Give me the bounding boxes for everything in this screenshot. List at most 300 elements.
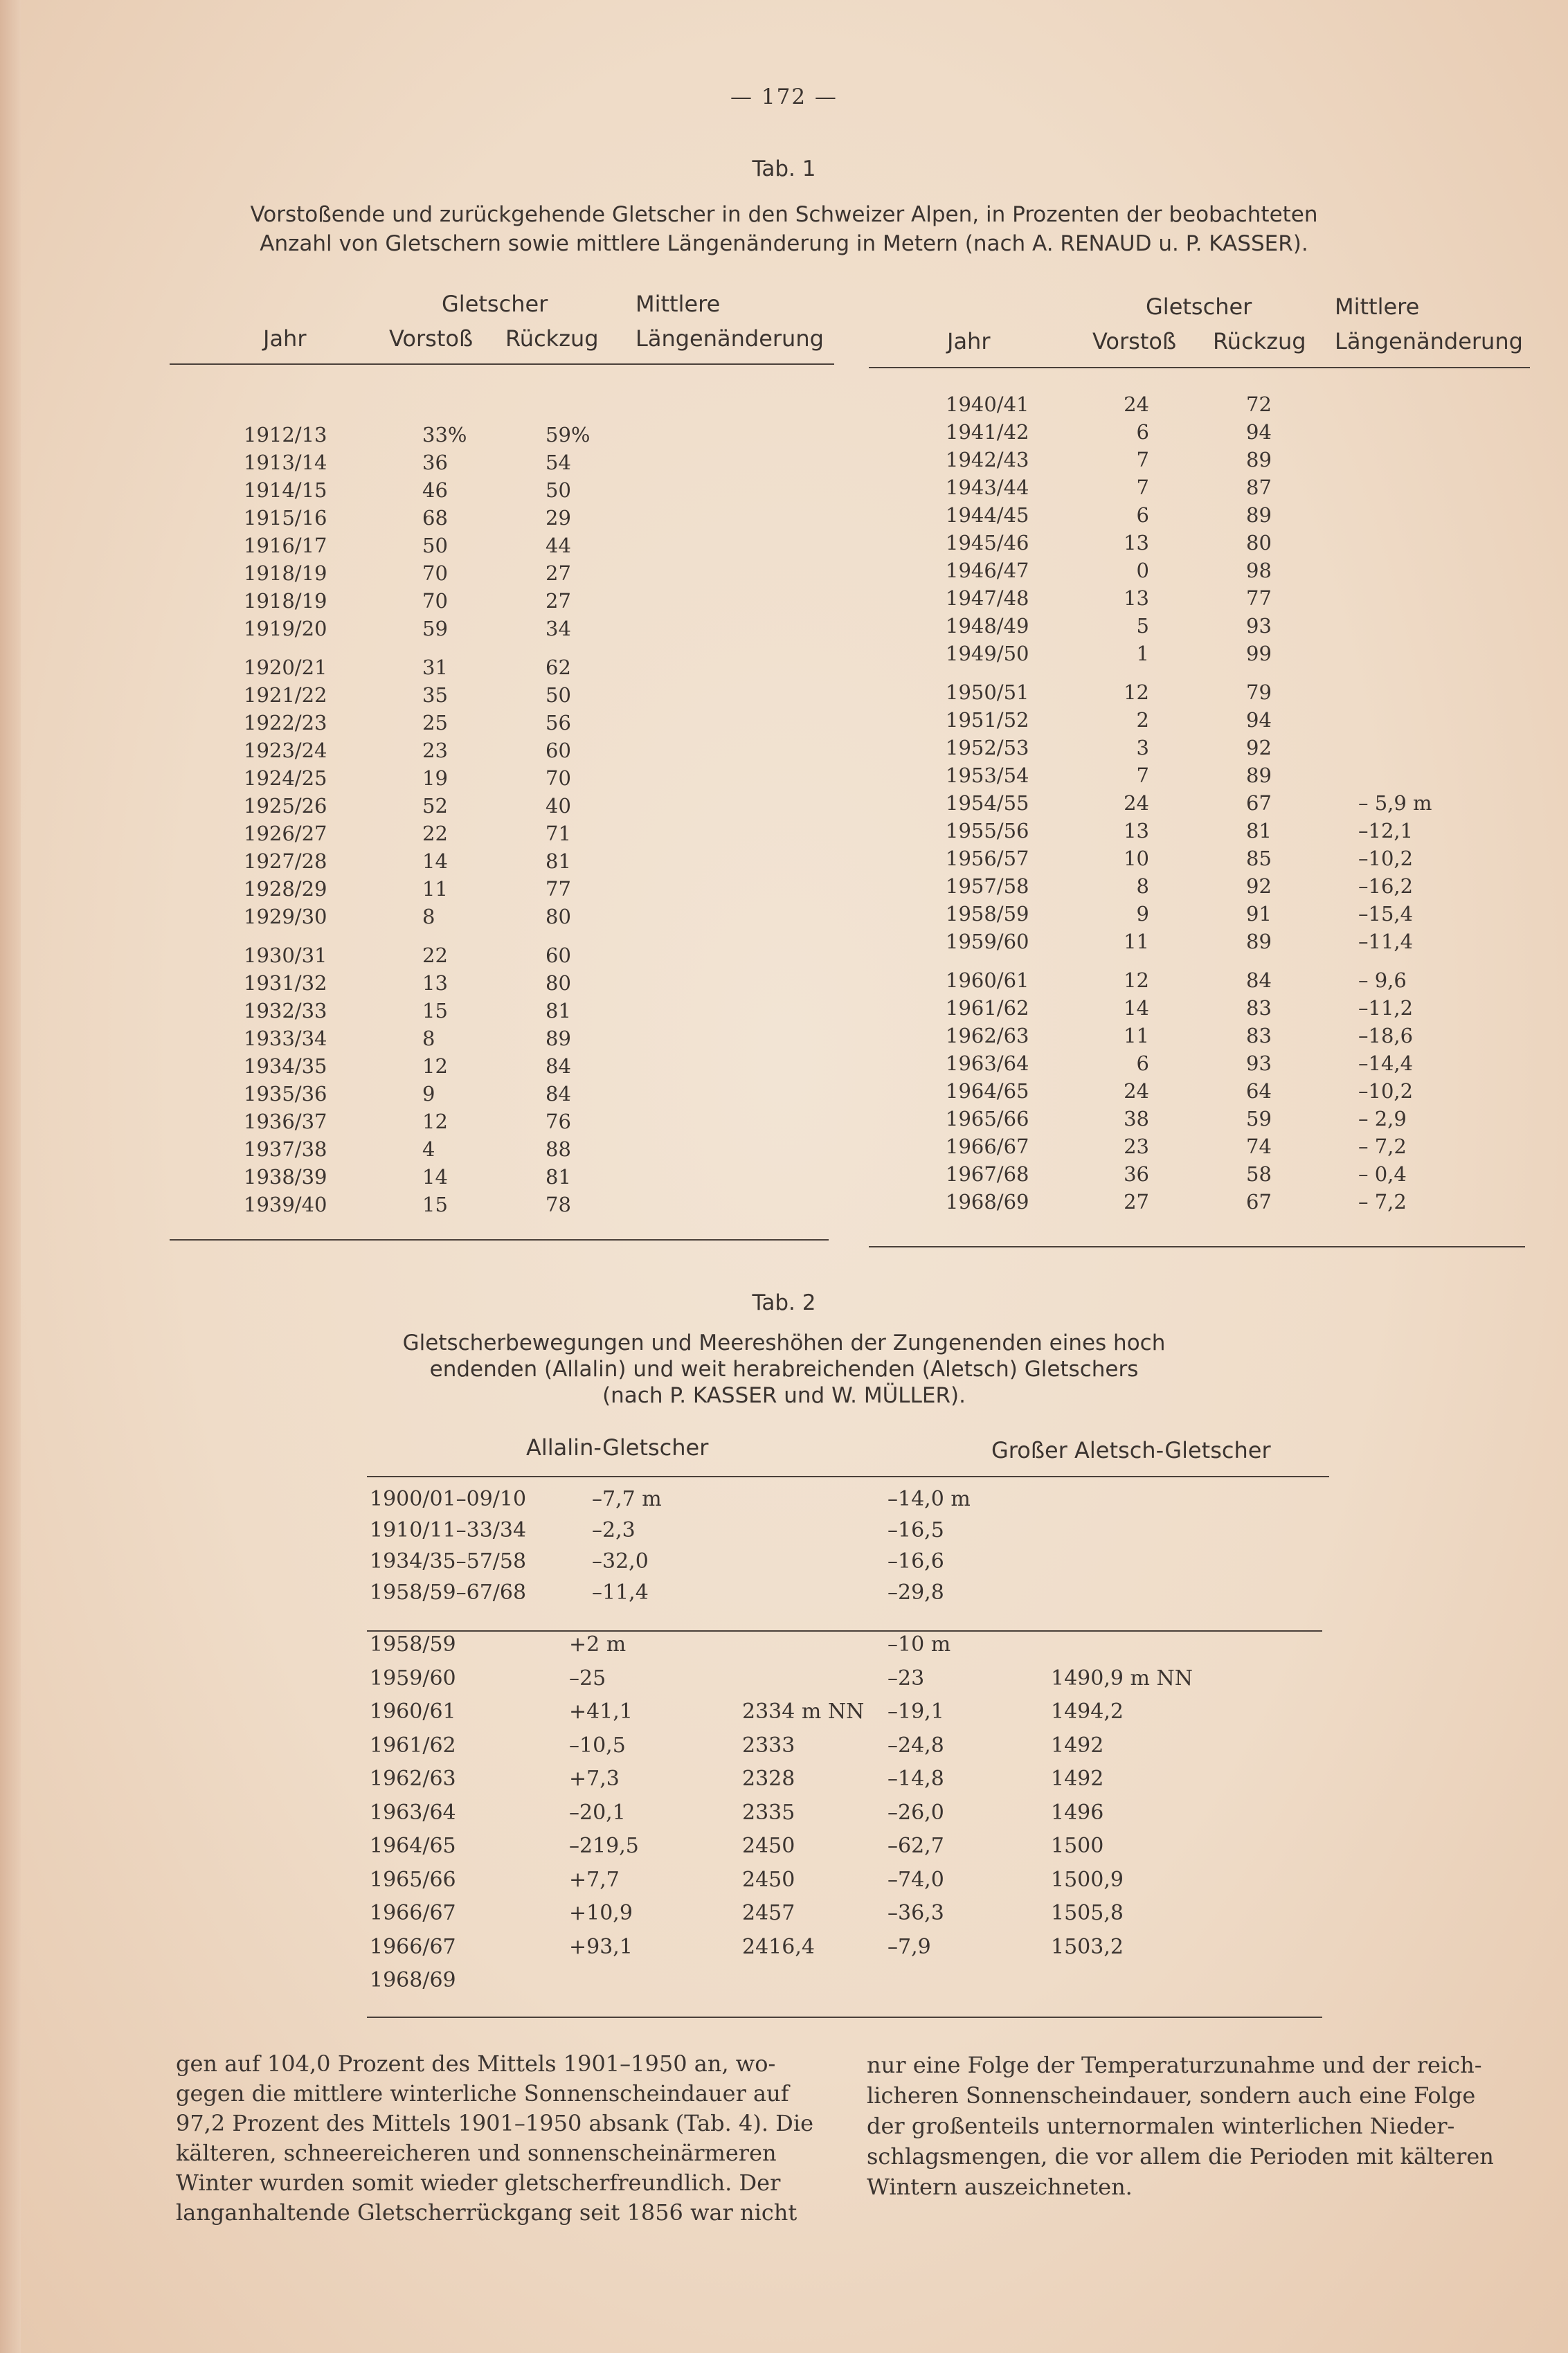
advance-cell: 70 xyxy=(422,561,448,585)
text-line: licheren Sonnenscheindauer, sondern auch eine Folge xyxy=(867,2082,1476,2109)
advance-cell: 11 xyxy=(1124,1024,1149,1047)
t1-left-header-vorstoss: Vorstoß xyxy=(389,325,474,352)
retreat-cell: 79 xyxy=(1246,680,1272,704)
year-cell: 1934/35 xyxy=(244,1054,327,1078)
table-row xyxy=(0,789,1568,817)
aletsch-altitude-cell: 1503,2 xyxy=(1051,1934,1124,1959)
retreat-cell: 84 xyxy=(546,1054,571,1078)
allalin-altitude-cell: 2328 xyxy=(742,1767,795,1791)
text-line: langanhaltende Gletscherrückgang seit 1856 war nicht xyxy=(176,2199,797,2226)
advance-cell: 68 xyxy=(422,506,448,530)
allalin-change-cell: –7,7 m xyxy=(592,1487,662,1511)
advance-cell: 2 xyxy=(1136,708,1149,732)
advance-cell: 52 xyxy=(422,794,448,818)
advance-cell: 36 xyxy=(1124,1162,1149,1186)
advance-cell: 7 xyxy=(1136,764,1149,787)
advance-cell: 24 xyxy=(1124,393,1149,416)
aletsch-change-cell: –29,8 xyxy=(887,1580,944,1605)
table1-caption-line2: Anzahl von Gletschern sowie mittlere Längenänderung in Metern (nach A. RENAUD u. P. KASSER). xyxy=(260,231,1308,256)
year-cell: 1923/24 xyxy=(244,739,327,762)
table-row xyxy=(0,557,1568,584)
advance-cell: 4 xyxy=(422,1137,435,1161)
advance-cell: 46 xyxy=(422,478,448,502)
year-cell: 1926/27 xyxy=(244,822,327,845)
table-row xyxy=(0,1484,1568,1515)
year-cell: 1939/40 xyxy=(244,1193,327,1216)
year-cell: 1966/67 xyxy=(370,1934,456,1959)
retreat-cell: 58 xyxy=(1246,1162,1272,1186)
aletsch-altitude-cell: 1500 xyxy=(1051,1834,1104,1858)
advance-cell: 36 xyxy=(422,451,448,474)
retreat-cell: 67 xyxy=(1246,1190,1272,1214)
retreat-cell: 72 xyxy=(1246,393,1272,416)
advance-cell: 24 xyxy=(1124,791,1149,815)
table-row xyxy=(0,1160,1568,1188)
length-change-cell: –14,4 xyxy=(1358,1052,1414,1075)
advance-cell: 22 xyxy=(422,822,448,845)
table2-label: Tab. 2 xyxy=(752,1290,816,1315)
advance-cell: 33% xyxy=(422,423,467,447)
retreat-cell: 78 xyxy=(546,1193,571,1216)
advance-cell: 22 xyxy=(422,944,448,967)
table-row xyxy=(0,1077,1568,1105)
advance-cell: 11 xyxy=(422,877,448,901)
retreat-cell: 83 xyxy=(1246,1024,1272,1047)
table-row xyxy=(0,1188,1568,1216)
retreat-cell: 89 xyxy=(1246,930,1272,953)
t1-left-bottom-rule xyxy=(170,1239,829,1241)
retreat-cell: 84 xyxy=(1246,968,1272,992)
aletsch-change-cell: –10 m xyxy=(887,1632,951,1657)
retreat-cell: 70 xyxy=(546,766,571,790)
year-cell: 1952/53 xyxy=(946,736,1029,759)
year-cell: 1954/55 xyxy=(946,791,1029,815)
year-cell: 1961/62 xyxy=(946,996,1029,1020)
table-row xyxy=(0,501,1568,529)
table-row xyxy=(0,612,1568,640)
advance-cell: 14 xyxy=(422,1165,448,1189)
advance-cell: 24 xyxy=(1124,1079,1149,1103)
year-cell: 1915/16 xyxy=(244,506,327,530)
table2-caption-line1: Gletscherbewegungen und Meereshöhen der Zungenenden eines hoch xyxy=(402,1331,1166,1355)
retreat-cell: 85 xyxy=(1246,847,1272,870)
table-row xyxy=(0,1865,1568,1895)
t2-header-rule xyxy=(367,1476,1329,1477)
length-change-cell: –12,1 xyxy=(1358,819,1414,842)
t1-left-header-mittlere: Mittlere xyxy=(636,291,721,317)
advance-cell: 13 xyxy=(1124,819,1149,842)
t1-left-header-rueckzug: Rückzug xyxy=(505,325,599,352)
retreat-cell: 77 xyxy=(1246,586,1272,610)
retreat-cell: 80 xyxy=(546,905,571,928)
year-cell: 1965/66 xyxy=(370,1867,456,1892)
aletsch-change-cell: –7,9 xyxy=(887,1934,931,1959)
length-change-cell: –18,6 xyxy=(1358,1024,1414,1047)
aletsch-change-cell: –74,0 xyxy=(887,1867,944,1892)
retreat-cell: 29 xyxy=(546,506,571,530)
retreat-cell: 93 xyxy=(1246,1052,1272,1075)
year-cell: 1964/65 xyxy=(946,1079,1029,1103)
table-row xyxy=(0,706,1568,734)
table-row xyxy=(0,761,1568,789)
advance-cell: 8 xyxy=(1136,874,1149,898)
year-cell: 1944/45 xyxy=(946,503,1029,527)
length-change-cell: – 7,2 xyxy=(1358,1190,1407,1214)
advance-cell: 9 xyxy=(1136,902,1149,926)
year-cell: 1950/51 xyxy=(946,680,1029,704)
aletsch-change-cell: –24,8 xyxy=(887,1733,944,1758)
retreat-cell: 94 xyxy=(1246,708,1272,732)
t1-right-header-vorstoss: Vorstoß xyxy=(1092,328,1177,354)
text-line: gegen die mittlere winterliche Sonnenscheindauer auf xyxy=(176,2080,789,2107)
aletsch-altitude-cell: 1490,9 m NN xyxy=(1051,1666,1193,1691)
year-cell: 1963/64 xyxy=(946,1052,1029,1075)
aletsch-altitude-cell: 1500,9 xyxy=(1051,1867,1124,1892)
retreat-cell: 81 xyxy=(546,849,571,873)
t1-right-bottom-rule xyxy=(869,1246,1525,1247)
table1-caption-line1: Vorstoßende und zurückgehende Gletscher in den Schweizer Alpen, in Prozenten der beobachteten xyxy=(250,202,1318,227)
retreat-cell: 84 xyxy=(546,1082,571,1106)
retreat-cell: 71 xyxy=(546,822,571,845)
table-row xyxy=(0,928,1568,955)
advance-cell: 9 xyxy=(422,1082,435,1106)
year-cell: 1924/25 xyxy=(244,766,327,790)
retreat-cell: 59% xyxy=(546,423,591,447)
year-cell: 1960/61 xyxy=(370,1700,456,1724)
text-line: Winter wurden somit wieder gletscherfreundlich. Der xyxy=(176,2170,781,2196)
year-cell: 1966/67 xyxy=(370,1901,456,1925)
retreat-cell: 62 xyxy=(546,656,571,679)
table-row xyxy=(0,1731,1568,1761)
retreat-cell: 27 xyxy=(546,589,571,613)
retreat-cell: 64 xyxy=(1246,1079,1272,1103)
year-cell: 1957/58 xyxy=(946,874,1029,898)
retreat-cell: 59 xyxy=(1246,1107,1272,1130)
year-cell: 1960/61 xyxy=(946,968,1029,992)
retreat-cell: 91 xyxy=(1246,902,1272,926)
length-change-cell: –11,2 xyxy=(1358,996,1414,1020)
table1-label: Tab. 1 xyxy=(752,156,816,181)
table-row xyxy=(0,966,1568,994)
year-cell: 1968/69 xyxy=(370,1968,456,1992)
retreat-cell: 80 xyxy=(546,971,571,995)
year-cell: 1958/59 xyxy=(370,1632,456,1657)
retreat-cell: 56 xyxy=(546,711,571,734)
year-cell: 1967/68 xyxy=(946,1162,1029,1186)
text-line: Wintern auszeichneten. xyxy=(867,2174,1133,2200)
year-cell: 1965/66 xyxy=(946,1107,1029,1130)
t1-right-header-gletscher: Gletscher xyxy=(1146,294,1252,320)
advance-cell: 15 xyxy=(422,999,448,1022)
t2-bottom-rule xyxy=(367,2017,1322,2018)
allalin-change-cell: –20,1 xyxy=(569,1800,626,1825)
table-row xyxy=(0,418,1568,446)
table-row xyxy=(0,1578,1568,1608)
table-row xyxy=(0,1547,1568,1577)
advance-cell: 25 xyxy=(422,711,448,734)
retreat-cell: 54 xyxy=(546,451,571,474)
retreat-cell: 99 xyxy=(1246,642,1272,665)
year-cell: 1912/13 xyxy=(244,423,327,447)
allalin-altitude-cell: 2335 xyxy=(742,1800,795,1825)
advance-cell: 7 xyxy=(1136,476,1149,499)
t1-right-header-laengen: Längenänderung xyxy=(1335,328,1523,354)
table-row xyxy=(0,678,1568,706)
t1-left-header-jahr: Jahr xyxy=(263,325,307,352)
advance-cell: 8 xyxy=(422,1027,435,1050)
year-cell: 1956/57 xyxy=(946,847,1029,870)
year-cell: 1935/36 xyxy=(244,1082,327,1106)
year-cell: 1916/17 xyxy=(244,534,327,557)
year-cell: 1930/31 xyxy=(244,944,327,967)
advance-cell: 11 xyxy=(1124,930,1149,953)
table-row xyxy=(0,584,1568,612)
year-cell: 1962/63 xyxy=(370,1767,456,1791)
table-row xyxy=(0,1965,1568,1996)
table-row xyxy=(0,845,1568,872)
year-cell: 1918/19 xyxy=(244,589,327,613)
year-cell: 1966/67 xyxy=(946,1135,1029,1158)
advance-cell: 31 xyxy=(422,656,448,679)
advance-cell: 8 xyxy=(422,905,435,928)
year-cell: 1953/54 xyxy=(946,764,1029,787)
aletsch-altitude-cell: 1494,2 xyxy=(1051,1700,1124,1724)
allalin-change-cell: +93,1 xyxy=(569,1934,633,1959)
year-cell: 1959/60 xyxy=(946,930,1029,953)
aletsch-change-cell: –36,3 xyxy=(887,1901,944,1925)
year-cell: 1928/29 xyxy=(244,877,327,901)
length-change-cell: – 0,4 xyxy=(1358,1162,1407,1186)
year-cell: 1931/32 xyxy=(244,971,327,995)
text-line: 97,2 Prozent des Mittels 1901–1950 absank (Tab. 4). Die xyxy=(176,2110,813,2136)
t1-right-header-rueckzug: Rückzug xyxy=(1213,328,1306,354)
table-row xyxy=(0,1831,1568,1861)
aletsch-change-cell: –23 xyxy=(887,1666,925,1691)
year-cell: 1927/28 xyxy=(244,849,327,873)
retreat-cell: 77 xyxy=(546,877,571,901)
retreat-cell: 89 xyxy=(1246,503,1272,527)
t1-left-header-laengen: Längenänderung xyxy=(636,325,824,352)
table-row xyxy=(0,640,1568,667)
advance-cell: 12 xyxy=(422,1110,448,1133)
year-cell: 1941/42 xyxy=(946,420,1029,444)
retreat-cell: 89 xyxy=(1246,764,1272,787)
advance-cell: 14 xyxy=(422,849,448,873)
aletsch-altitude-cell: 1492 xyxy=(1051,1733,1104,1758)
t1-right-header-jahr: Jahr xyxy=(947,328,991,354)
retreat-cell: 89 xyxy=(546,1027,571,1050)
length-change-cell: –11,4 xyxy=(1358,930,1414,953)
table-row xyxy=(0,900,1568,928)
length-change-cell: – 9,6 xyxy=(1358,968,1407,992)
retreat-cell: 94 xyxy=(1246,420,1272,444)
advance-cell: 59 xyxy=(422,617,448,640)
allalin-change-cell: –25 xyxy=(569,1666,606,1691)
allalin-altitude-cell: 2333 xyxy=(742,1733,795,1758)
year-cell: 1945/46 xyxy=(946,531,1029,555)
advance-cell: 13 xyxy=(1124,586,1149,610)
length-change-cell: –10,2 xyxy=(1358,1079,1414,1103)
table-row xyxy=(0,1630,1568,1660)
retreat-cell: 92 xyxy=(1246,736,1272,759)
aletsch-change-cell: –14,8 xyxy=(887,1767,944,1791)
allalin-altitude-cell: 2457 xyxy=(742,1901,795,1925)
length-change-cell: – 7,2 xyxy=(1358,1135,1407,1158)
year-cell: 1921/22 xyxy=(244,683,327,707)
year-cell: 1932/33 xyxy=(244,999,327,1022)
retreat-cell: 80 xyxy=(1246,531,1272,555)
advance-cell: 6 xyxy=(1136,503,1149,527)
advance-cell: 38 xyxy=(1124,1107,1149,1130)
aletsch-change-cell: –16,5 xyxy=(887,1518,944,1542)
table2-caption-line2: endenden (Allalin) und weit herabreichenden (Aletsch) Gletschers xyxy=(429,1357,1139,1382)
advance-cell: 14 xyxy=(1124,996,1149,1020)
allalin-altitude-cell: 2450 xyxy=(742,1867,795,1892)
retreat-cell: 27 xyxy=(546,561,571,585)
year-cell: 1947/48 xyxy=(946,586,1029,610)
period-cell: 1910/11–33/34 xyxy=(370,1518,527,1542)
aletsch-change-cell: –14,0 m xyxy=(887,1487,971,1511)
year-cell: 1922/23 xyxy=(244,711,327,734)
aletsch-change-cell: –16,6 xyxy=(887,1549,944,1574)
year-cell: 1920/21 xyxy=(244,656,327,679)
t2-header-aletsch: Großer Aletsch-Gletscher xyxy=(991,1437,1271,1463)
year-cell: 1946/47 xyxy=(946,559,1029,582)
year-cell: 1964/65 xyxy=(370,1834,456,1858)
advance-cell: 6 xyxy=(1136,1052,1149,1075)
year-cell: 1918/19 xyxy=(244,561,327,585)
retreat-cell: 44 xyxy=(546,534,571,557)
table-row xyxy=(0,1105,1568,1133)
table-row xyxy=(0,1133,1568,1160)
retreat-cell: 93 xyxy=(1246,614,1272,638)
allalin-change-cell: –2,3 xyxy=(592,1518,636,1542)
table-row xyxy=(0,474,1568,501)
allalin-change-cell: +10,9 xyxy=(569,1901,633,1925)
table-row xyxy=(0,1515,1568,1546)
table-row xyxy=(0,529,1568,557)
allalin-change-cell: –219,5 xyxy=(569,1834,639,1858)
table-row xyxy=(0,1022,1568,1049)
advance-cell: 23 xyxy=(422,739,448,762)
advance-cell: 35 xyxy=(422,683,448,707)
allalin-change-cell: +41,1 xyxy=(569,1700,633,1724)
year-cell: 1968/69 xyxy=(946,1190,1029,1214)
advance-cell: 12 xyxy=(422,1054,448,1078)
retreat-cell: 76 xyxy=(546,1110,571,1133)
aletsch-change-cell: –62,7 xyxy=(887,1834,944,1858)
retreat-cell: 60 xyxy=(546,739,571,762)
length-change-cell: –16,2 xyxy=(1358,874,1414,898)
allalin-altitude-cell: 2450 xyxy=(742,1834,795,1858)
advance-cell: 19 xyxy=(422,766,448,790)
advance-cell: 50 xyxy=(422,534,448,557)
advance-cell: 23 xyxy=(1124,1135,1149,1158)
table-row xyxy=(0,1764,1568,1794)
year-cell: 1942/43 xyxy=(946,448,1029,471)
retreat-cell: 81 xyxy=(1246,819,1272,842)
retreat-cell: 88 xyxy=(546,1137,571,1161)
allalin-change-cell: +7,3 xyxy=(569,1767,620,1791)
length-change-cell: – 5,9 m xyxy=(1358,791,1432,815)
allalin-altitude-cell: 2334 m NN xyxy=(742,1700,865,1724)
length-change-cell: –15,4 xyxy=(1358,902,1414,926)
table-row xyxy=(0,734,1568,761)
text-line: schlagsmengen, die vor allem die Perioden mit kälteren xyxy=(867,2143,1494,2170)
allalin-altitude-cell: 2416,4 xyxy=(742,1934,815,1959)
year-cell: 1961/62 xyxy=(370,1733,456,1758)
retreat-cell: 81 xyxy=(546,999,571,1022)
table-row xyxy=(0,1664,1568,1694)
retreat-cell: 92 xyxy=(1246,874,1272,898)
advance-cell: 10 xyxy=(1124,847,1149,870)
table-row xyxy=(0,390,1568,418)
period-cell: 1900/01–09/10 xyxy=(370,1487,527,1511)
aletsch-altitude-cell: 1496 xyxy=(1051,1800,1104,1825)
text-line: nur eine Folge der Temperaturzunahme und der reich- xyxy=(867,2052,1482,2078)
t1-left-header-rule xyxy=(170,363,834,365)
year-cell: 1943/44 xyxy=(946,476,1029,499)
year-cell: 1937/38 xyxy=(244,1137,327,1161)
year-cell: 1963/64 xyxy=(370,1800,456,1825)
retreat-cell: 60 xyxy=(546,944,571,967)
advance-cell: 13 xyxy=(422,971,448,995)
retreat-cell: 67 xyxy=(1246,791,1272,815)
year-cell: 1919/20 xyxy=(244,617,327,640)
year-cell: 1951/52 xyxy=(946,708,1029,732)
retreat-cell: 74 xyxy=(1246,1135,1272,1158)
allalin-change-cell: +2 m xyxy=(569,1632,627,1657)
year-cell: 1955/56 xyxy=(946,819,1029,842)
year-cell: 1929/30 xyxy=(244,905,327,928)
allalin-change-cell: +7,7 xyxy=(569,1867,620,1892)
year-cell: 1958/59 xyxy=(946,902,1029,926)
table2-caption-line3: (nach P. KASSER und W. MÜLLER). xyxy=(602,1383,966,1408)
year-cell: 1959/60 xyxy=(370,1666,456,1691)
aletsch-altitude-cell: 1505,8 xyxy=(1051,1901,1124,1925)
year-cell: 1913/14 xyxy=(244,451,327,474)
page-number: — 172 — xyxy=(730,84,838,109)
table-row xyxy=(0,1798,1568,1828)
advance-cell: 13 xyxy=(1124,531,1149,555)
year-cell: 1925/26 xyxy=(244,794,327,818)
aletsch-change-cell: –26,0 xyxy=(887,1800,944,1825)
advance-cell: 0 xyxy=(1136,559,1149,582)
retreat-cell: 34 xyxy=(546,617,571,640)
advance-cell: 7 xyxy=(1136,448,1149,471)
table-row xyxy=(0,1898,1568,1929)
t1-left-header-gletscher: Gletscher xyxy=(442,291,548,317)
retreat-cell: 50 xyxy=(546,683,571,707)
table-row xyxy=(0,446,1568,474)
year-cell: 1936/37 xyxy=(244,1110,327,1133)
text-line: der großenteils unternormalen winterlichen Nieder- xyxy=(867,2113,1455,2139)
text-line: kälteren, schneereicheren und sonnenscheinärmeren xyxy=(176,2140,777,2166)
advance-cell: 12 xyxy=(1124,680,1149,704)
allalin-change-cell: –32,0 xyxy=(592,1549,649,1574)
table-row xyxy=(0,1697,1568,1727)
advance-cell: 3 xyxy=(1136,736,1149,759)
aletsch-change-cell: –19,1 xyxy=(887,1700,944,1724)
advance-cell: 6 xyxy=(1136,420,1149,444)
text-line: gen auf 104,0 Prozent des Mittels 1901–1950 an, wo- xyxy=(176,2050,776,2077)
year-cell: 1962/63 xyxy=(946,1024,1029,1047)
advance-cell: 70 xyxy=(422,589,448,613)
advance-cell: 1 xyxy=(1136,642,1149,665)
year-cell: 1933/34 xyxy=(244,1027,327,1050)
advance-cell: 12 xyxy=(1124,968,1149,992)
table-row xyxy=(0,817,1568,845)
